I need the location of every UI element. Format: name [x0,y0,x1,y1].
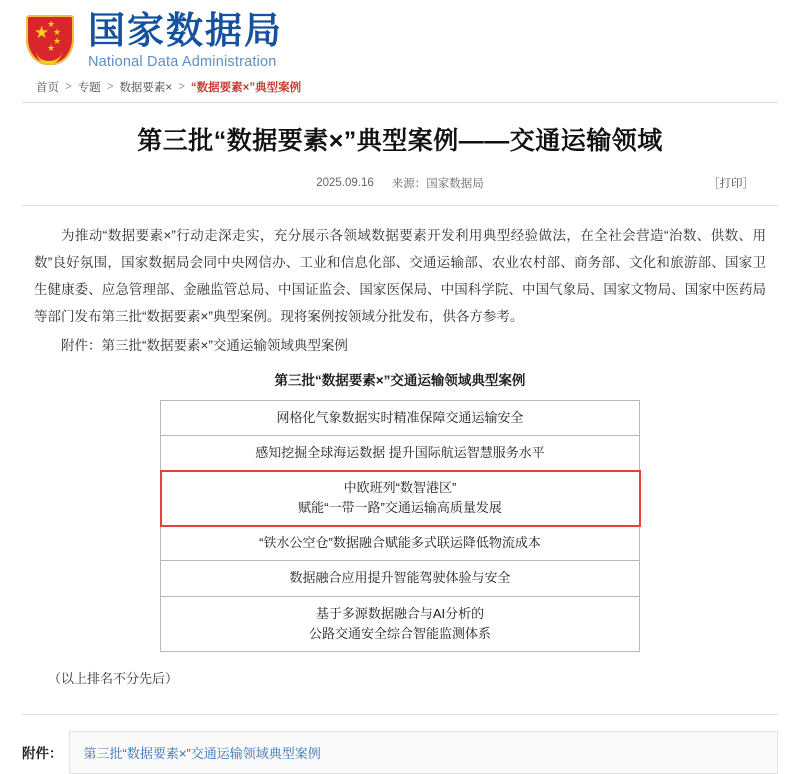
article-source: 来源：国家数据局 [391,177,484,190]
case-cell: 感知挖掘全球海运数据 提升国际航运智慧服务水平 [161,435,640,470]
national-emblem-icon: ★ ★ ★ ★ ★ [22,13,78,69]
site-header [0,0,800,72]
breadcrumb-separator: > [178,81,185,93]
attachment-box [69,731,779,774]
table-row[interactable] [161,435,640,470]
breadcrumb-item-data-element[interactable]: 数据要素× [119,82,173,94]
breadcrumb-separator: > [65,81,72,93]
case-cell-line-1: 基于多源数据融合与AI分析的 [315,605,485,621]
case-cell-line-2: 公路交通安全综合智能监测体系 [308,625,491,641]
table-row[interactable] [161,400,640,435]
title-block [0,103,800,191]
brand-title-cn: 国家数据局 [88,10,283,52]
breadcrumb-item-topic[interactable]: 专题 [77,82,101,94]
case-cell: 数据融合应用提升智能驾驶体验与安全 [161,561,640,596]
case-table [160,400,640,652]
case-cell [161,471,640,526]
table-row[interactable] [161,596,640,651]
table-row-highlighted[interactable] [161,471,640,526]
case-cell [161,596,640,651]
breadcrumb-item-current: “数据要素×”典型案例 [190,82,302,94]
case-cell-line-1: 中欧班列“数智港区” [343,480,457,496]
attachment-label: 附件： [22,746,63,762]
attachment-section [0,715,800,774]
case-cell: 网格化气象数据实时精准保障交通运输安全 [161,400,640,435]
page-title: 第三批“数据要素×”典型案例——交通运输领域 [137,127,663,155]
publish-date: 2025.09.16 [316,176,374,189]
brand-text [88,12,283,70]
table-row[interactable] [161,526,640,561]
brand-title-en: National Data Administration [88,53,277,70]
breadcrumb-separator: > [106,81,114,93]
breadcrumb-item-home[interactable]: 首页 [36,82,59,94]
article-meta [40,175,760,191]
case-cell: “铁水公空仓”数据融合赋能多式联运降低物流成本 [161,526,640,561]
attachment-link[interactable]: 第三批“数据要素×”交通运输领域典型案例 [83,745,321,761]
article-paragraph: 为推动“数据要素×”行动走深走实，充分展示各领域数据要素开发利用典型经验做法，在全社会营造“治数、供数、用数”良好氛围，国家数据局会同中央网信办、工业和信息化部、交通运输部、农业农村部、商务部、文化和旅游部、国家卫生健康委、应急管理部、金融监管总局、中国证监会、国家医保局、中国科学院、中国气象局、国家文物局、国家中医药局等部门发布第三批“数据要素×”典型案例。现将案例按领域分批发布，供各方参考。 [34,227,766,324]
print-button[interactable]: ［打印］ [708,177,754,190]
table-footnote: （以上排名不分先后） [48,670,179,686]
breadcrumb [0,72,800,96]
table-row[interactable] [161,561,640,596]
article-body [0,206,800,692]
case-cell-line-2: 赋能“一带一路”交通运输高质量发展 [298,500,502,516]
case-table-caption: 第三批“数据要素×”交通运输领域典型案例 [274,372,526,388]
attachment-note: 附件：第三批“数据要素×”交通运输领域典型案例 [61,337,348,353]
